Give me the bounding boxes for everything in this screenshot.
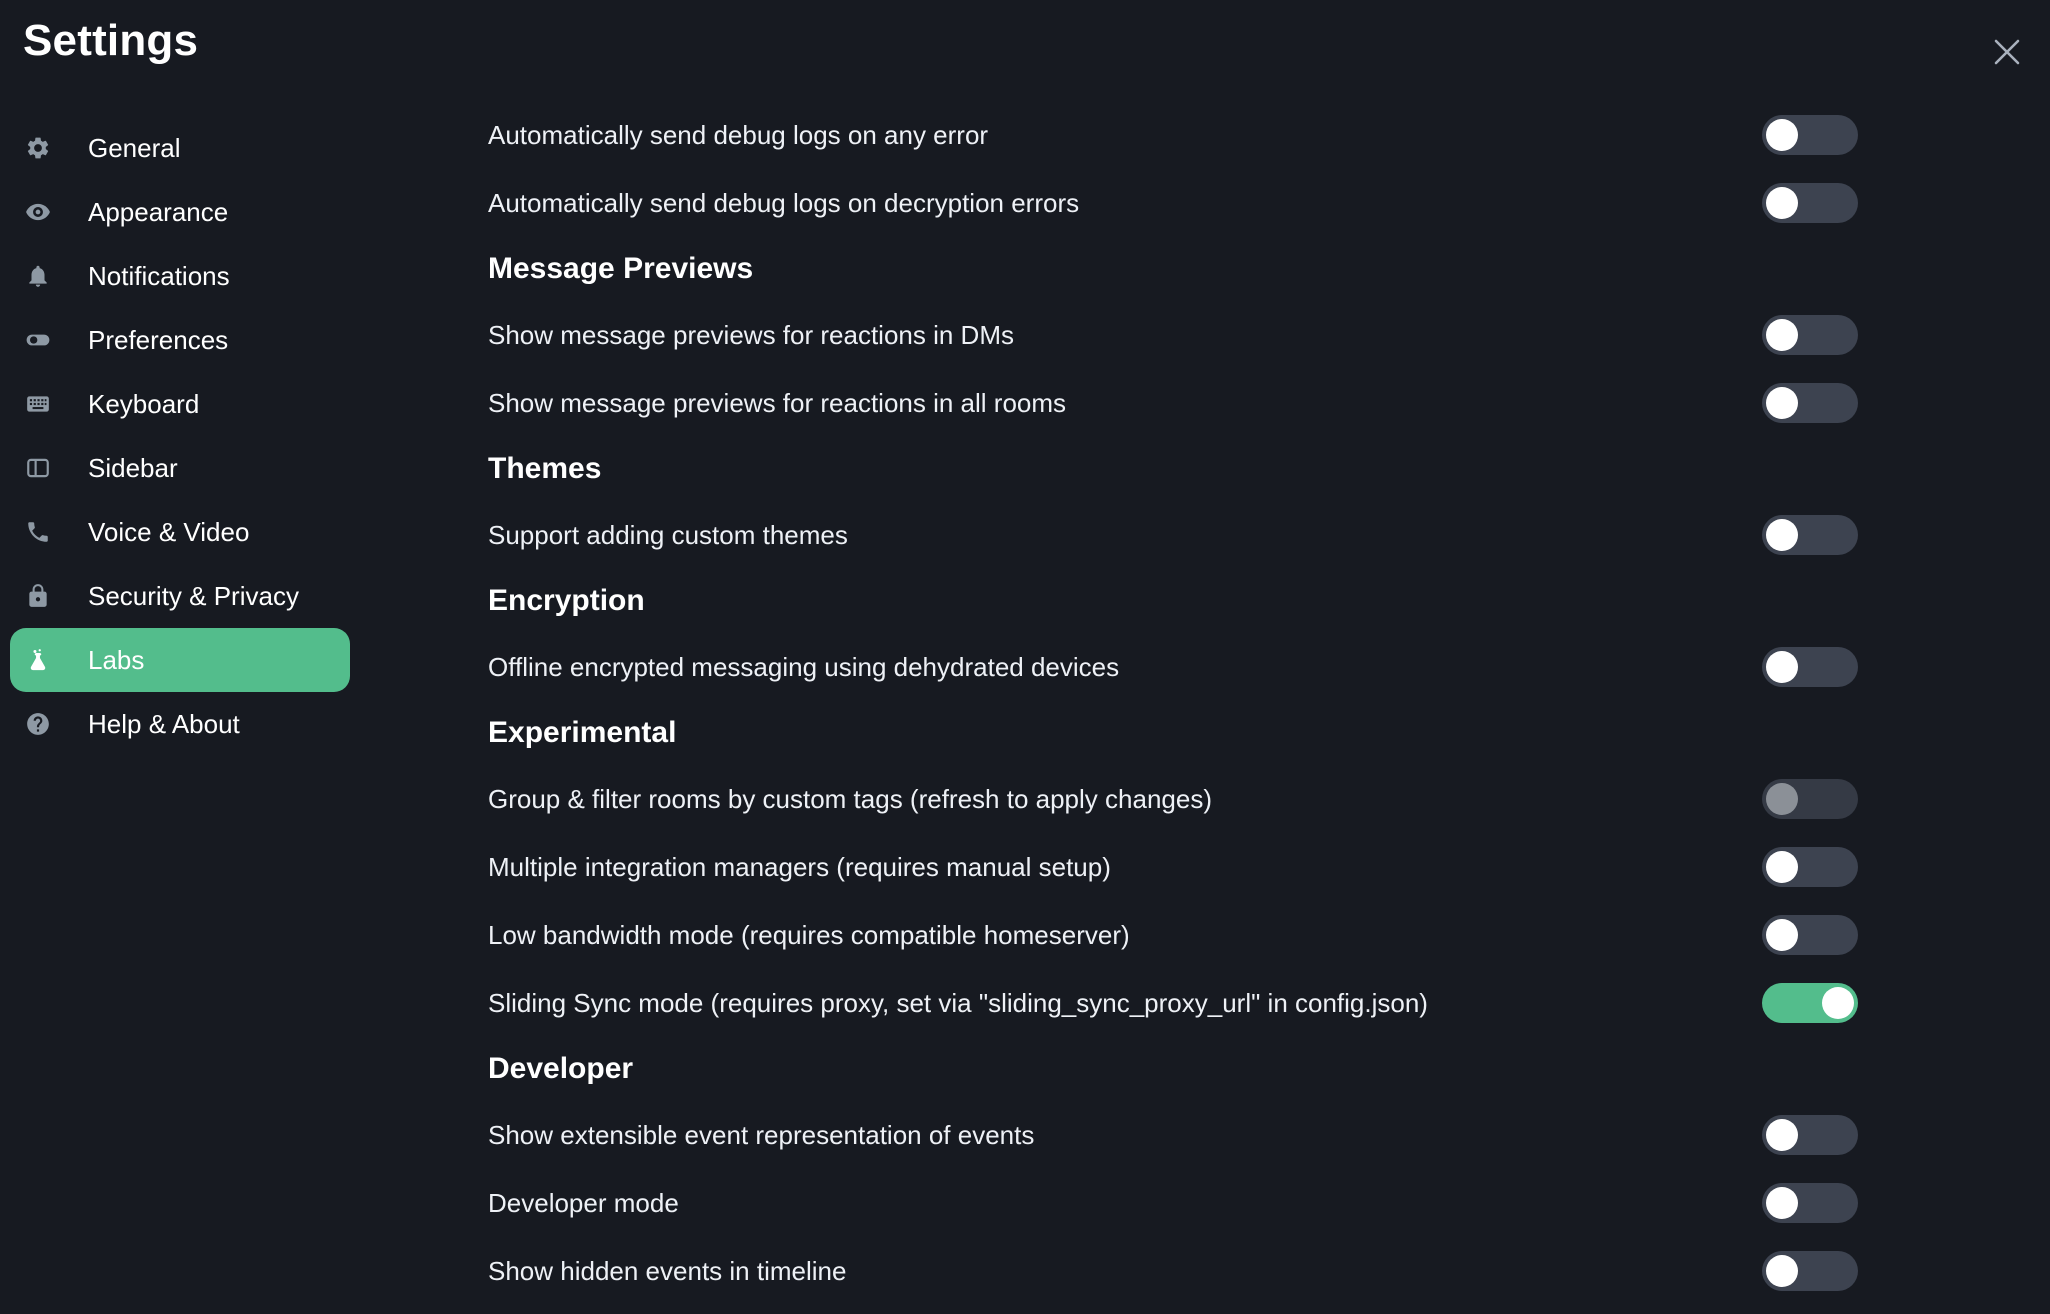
toggle-label: Show message previews for reactions in DMs bbox=[488, 319, 1014, 350]
sidebar-item-security-privacy[interactable] bbox=[10, 564, 350, 628]
sidebar-item-label: Sidebar bbox=[88, 452, 178, 483]
settings-row-multiple-integration-managers-requires-m bbox=[488, 833, 1858, 901]
toggle-knob bbox=[1766, 1187, 1798, 1219]
help-icon bbox=[24, 710, 52, 738]
toggle-knob bbox=[1766, 387, 1798, 419]
toggle-switch[interactable] bbox=[1762, 515, 1858, 555]
flask-icon bbox=[24, 646, 52, 674]
sidebar-item-voice-video[interactable] bbox=[10, 500, 350, 564]
phone-icon bbox=[24, 518, 52, 546]
close-button[interactable] bbox=[1985, 30, 2029, 74]
sidebar-item-preferences[interactable] bbox=[10, 308, 350, 372]
settings-row-show-extensible-event-representation-of- bbox=[488, 1101, 1858, 1169]
settings-row-developer-mode bbox=[488, 1169, 1858, 1237]
eye-icon bbox=[24, 198, 52, 226]
sidebar-item-general[interactable] bbox=[10, 116, 350, 180]
toggle-switch[interactable] bbox=[1762, 183, 1858, 223]
sidebar-item-label: Notifications bbox=[88, 260, 230, 291]
section-heading-developer: Developer bbox=[488, 1052, 634, 1085]
section-heading-themes: Themes bbox=[488, 452, 602, 485]
settings-row-offline-encrypted-messaging-using-dehydr bbox=[488, 633, 1858, 701]
toggle-label: Developer mode bbox=[488, 1187, 679, 1218]
toggle-label: Group & filter rooms by custom tags (refresh to apply changes) bbox=[488, 783, 1212, 814]
toggle-switch[interactable] bbox=[1762, 983, 1858, 1023]
sidebar-item-notifications[interactable] bbox=[10, 244, 350, 308]
keyboard-icon bbox=[24, 390, 52, 418]
sidebar-item-label: Help & About bbox=[88, 708, 240, 739]
section-heading-experimental: Experimental bbox=[488, 716, 677, 749]
settings-row-low-bandwidth-mode-requires-compatible-h bbox=[488, 901, 1858, 969]
toggle-label: Show hidden events in timeline bbox=[488, 1255, 847, 1286]
gear-icon bbox=[24, 134, 52, 162]
close-icon bbox=[1991, 36, 2023, 68]
toggle-knob bbox=[1766, 1255, 1798, 1287]
lock-icon bbox=[24, 582, 52, 610]
toggle-label: Support adding custom themes bbox=[488, 519, 848, 550]
toggle-label: Automatically send debug logs on any error bbox=[488, 119, 989, 150]
toggle-knob bbox=[1766, 519, 1798, 551]
settings-row-show-message-previews-for-reactions-in-a bbox=[488, 369, 1858, 437]
settings-sidebar bbox=[10, 116, 350, 756]
toggle-knob bbox=[1766, 319, 1798, 351]
toggle-label: Sliding Sync mode (requires proxy, set via "sliding_sync_proxy_url" in config.json) bbox=[488, 987, 1428, 1018]
toggle-switch bbox=[1762, 779, 1858, 819]
sidebar-item-label: Security & Privacy bbox=[88, 580, 299, 611]
toggle-knob bbox=[1766, 651, 1798, 683]
toggle-knob bbox=[1766, 851, 1798, 883]
toggle-knob bbox=[1766, 119, 1798, 151]
sidebar-item-label: Voice & Video bbox=[88, 516, 250, 547]
settings-row-support-adding-custom-themes bbox=[488, 501, 1858, 569]
settings-row-show-message-previews-for-reactions-in-d bbox=[488, 301, 1858, 369]
sidebar-item-label: Appearance bbox=[88, 196, 229, 227]
toggle-icon bbox=[24, 326, 52, 354]
toggle-knob bbox=[1822, 987, 1854, 1019]
toggle-knob bbox=[1766, 783, 1798, 815]
section-heading-message-previews: Message Previews bbox=[488, 252, 754, 285]
toggle-knob bbox=[1766, 1119, 1798, 1151]
settings-row-automatically-send-debug-logs-on-decrypt bbox=[488, 169, 1858, 237]
sidebar-item-keyboard[interactable] bbox=[10, 372, 350, 436]
sidebar-item-sidebar[interactable] bbox=[10, 436, 350, 500]
toggle-knob bbox=[1766, 187, 1798, 219]
toggle-label: Multiple integration managers (requires manual setup) bbox=[488, 851, 1111, 882]
settings-row-automatically-send-debug-logs-on-any-err bbox=[488, 101, 1858, 169]
sidebar-item-label: Labs bbox=[88, 644, 145, 675]
settings-row-show-hidden-events-in-timeline bbox=[488, 1237, 1858, 1305]
sidebar-panes-icon bbox=[24, 454, 52, 482]
toggle-switch[interactable] bbox=[1762, 1183, 1858, 1223]
toggle-knob bbox=[1766, 919, 1798, 951]
sidebar-item-label: Keyboard bbox=[88, 388, 200, 419]
sidebar-item-label: General bbox=[88, 132, 181, 163]
toggle-label: Offline encrypted messaging using dehydrated devices bbox=[488, 651, 1120, 682]
settings-row-group-filter-rooms-by-custom-tags-refres bbox=[488, 765, 1858, 833]
toggle-label: Show message previews for reactions in all rooms bbox=[488, 387, 1067, 418]
sidebar-item-labs[interactable] bbox=[10, 628, 350, 692]
sidebar-item-help-about[interactable] bbox=[10, 692, 350, 756]
page-title: Settings bbox=[23, 16, 199, 65]
toggle-label: Show extensible event representation of events bbox=[488, 1119, 1035, 1150]
toggle-switch[interactable] bbox=[1762, 847, 1858, 887]
bell-icon bbox=[24, 262, 52, 290]
toggle-switch[interactable] bbox=[1762, 315, 1858, 355]
toggle-switch[interactable] bbox=[1762, 647, 1858, 687]
toggle-label: Automatically send debug logs on decryption errors bbox=[488, 187, 1080, 218]
sidebar-item-appearance[interactable] bbox=[10, 180, 350, 244]
settings-content bbox=[488, 101, 1858, 1305]
toggle-switch[interactable] bbox=[1762, 115, 1858, 155]
toggle-switch[interactable] bbox=[1762, 1251, 1858, 1291]
settings-row-sliding-sync-mode-requires-proxy-set-via bbox=[488, 969, 1858, 1037]
toggle-switch[interactable] bbox=[1762, 1115, 1858, 1155]
toggle-label: Low bandwidth mode (requires compatible homeserver) bbox=[488, 919, 1130, 950]
section-heading-encryption: Encryption bbox=[488, 584, 645, 617]
toggle-switch[interactable] bbox=[1762, 915, 1858, 955]
sidebar-item-label: Preferences bbox=[88, 324, 229, 355]
toggle-switch[interactable] bbox=[1762, 383, 1858, 423]
